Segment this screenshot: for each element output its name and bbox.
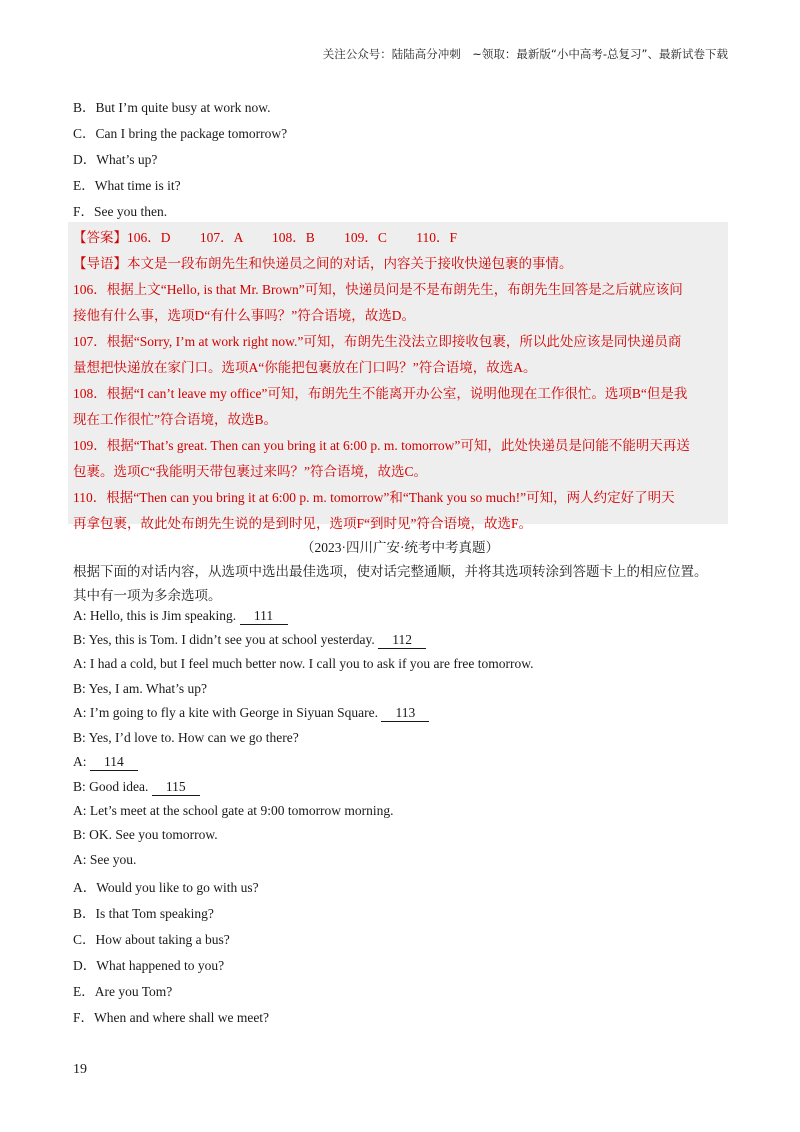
option-e: E．What time is it? (73, 178, 181, 193)
answer-item: 109．C (344, 230, 387, 245)
dialogue-line: A: I had a cold, but I feel much better now. I call you to ask if you are free tomorrow. (73, 656, 534, 671)
section-title: （2023·四川广安·统考中考真题） (301, 540, 499, 555)
answer-item: 106．D (127, 230, 171, 245)
answer-blank-112[interactable]: 112 (378, 632, 426, 649)
answer-label: 【答案】 (73, 230, 127, 245)
dialogue-line: B: Yes, this is Tom. I didn’t see you at school yesterday. 112 (73, 632, 426, 649)
choice-f: F．When and where shall we meet? (73, 1010, 270, 1025)
answer-blank-113[interactable]: 113 (381, 705, 429, 722)
answer-line (73, 226, 457, 246)
dialogue-line: A: I’m going to fly a kite with George in Siyuan Square. 113 (73, 705, 429, 722)
explanation-110: 110．根据“Then can you bring it at 6:00 p. m. tomorrow”和“Thank you so much!”可知，两人约定好了明天 (73, 490, 675, 505)
answer-blank-115[interactable]: 115 (152, 779, 200, 796)
choice-e: E．Are you Tom? (73, 984, 173, 999)
choice-c: C．How about taking a bus? (73, 932, 230, 947)
dialogue-line: B: OK. See you tomorrow. (73, 827, 218, 842)
choice-b: B．Is that Tom speaking? (73, 906, 214, 921)
dialogue-line: B: Yes, I am. What’s up? (73, 681, 207, 696)
dialogue-line: B: Yes, I’d love to. How can we go there? (73, 730, 299, 745)
choice-d: D．What happened to you? (73, 958, 225, 973)
page-header: 关注公众号：陆陆高分冲刺 ~领取：最新版“小中高考-总复习”、最新试卷下载 (322, 47, 728, 61)
option-c: C．Can I bring the package tomorrow? (73, 126, 288, 141)
guide-line (73, 252, 573, 272)
explanation-109: 109．根据“That’s great. Then can you bring it at 6:00 p. m. tomorrow”可知，此处快递员是问能不能明天再送 (73, 438, 690, 453)
explanation-109-cont: 包裹。选项C“我能明天带包裹过来吗？”符合语境，故选C。 (73, 464, 427, 479)
answer-blank-114[interactable]: 114 (90, 754, 138, 771)
answer-item: 108．B (272, 230, 315, 245)
choice-a: A．Would you like to go with us? (73, 880, 259, 895)
instructions: 根据下面的对话内容，从选项中选出最佳选项，使对话完整通顺，并将其选项转涂到答题卡上的相应位置。 (73, 564, 708, 579)
explanation-107: 107．根据“Sorry, I’m at work right now.”可知，布朗先生没法立即接收包裹，所以此处应该是同快递员商 (73, 334, 682, 349)
answer-blank-111[interactable]: 111 (240, 608, 288, 625)
dialogue-line: B: Good idea. 115 (73, 779, 200, 796)
dialogue-line: A: See you. (73, 852, 137, 867)
option-f: F．See you then. (73, 204, 168, 219)
option-d: D．What’s up? (73, 152, 158, 167)
dialogue-line: A: Let’s meet at the school gate at 9:00 tomorrow morning. (73, 803, 394, 818)
explanation-108: 108．根据“I can’t leave my office”可知，布朗先生不能离开办公室，说明他现在工作很忙。选项B“但是我 (73, 386, 688, 401)
option-b: B．But I’m quite busy at work now. (73, 100, 271, 115)
guide-text: 本文是一段布朗先生和快递员之间的对话，内容关于接收快递包裹的事情。 (127, 256, 573, 271)
instructions-cont: 其中有一项为多余选项。 (73, 588, 222, 603)
answer-item: 107．A (199, 230, 243, 245)
dialogue-line: A: 114 (73, 754, 138, 771)
answer-item: 110．F (416, 230, 458, 245)
guide-label: 【导语】 (73, 256, 127, 271)
dialogue-line: A: Hello, this is Jim speaking. 111 (73, 608, 288, 625)
explanation-106: 106．根据上文“Hello, is that Mr. Brown”可知，快递员问是不是布朗先生，布朗先生回答是之后就应该问 (73, 282, 683, 297)
page-number: 19 (73, 1062, 87, 1077)
explanation-107-cont: 量想把快递放在家门口。选项A“你能把包裹放在门口吗？”符合语境，故选A。 (73, 360, 537, 375)
explanation-110-cont: 再拿包裹，故此处布朗先生说的是到时见，选项F“到时见”符合语境，故选F。 (73, 516, 532, 531)
explanation-108-cont: 现在工作很忙”符合语境，故选B。 (73, 412, 277, 427)
explanation-106-cont: 接他有什么事，选项D“有什么事吗？”符合语境，故选D。 (73, 308, 415, 323)
